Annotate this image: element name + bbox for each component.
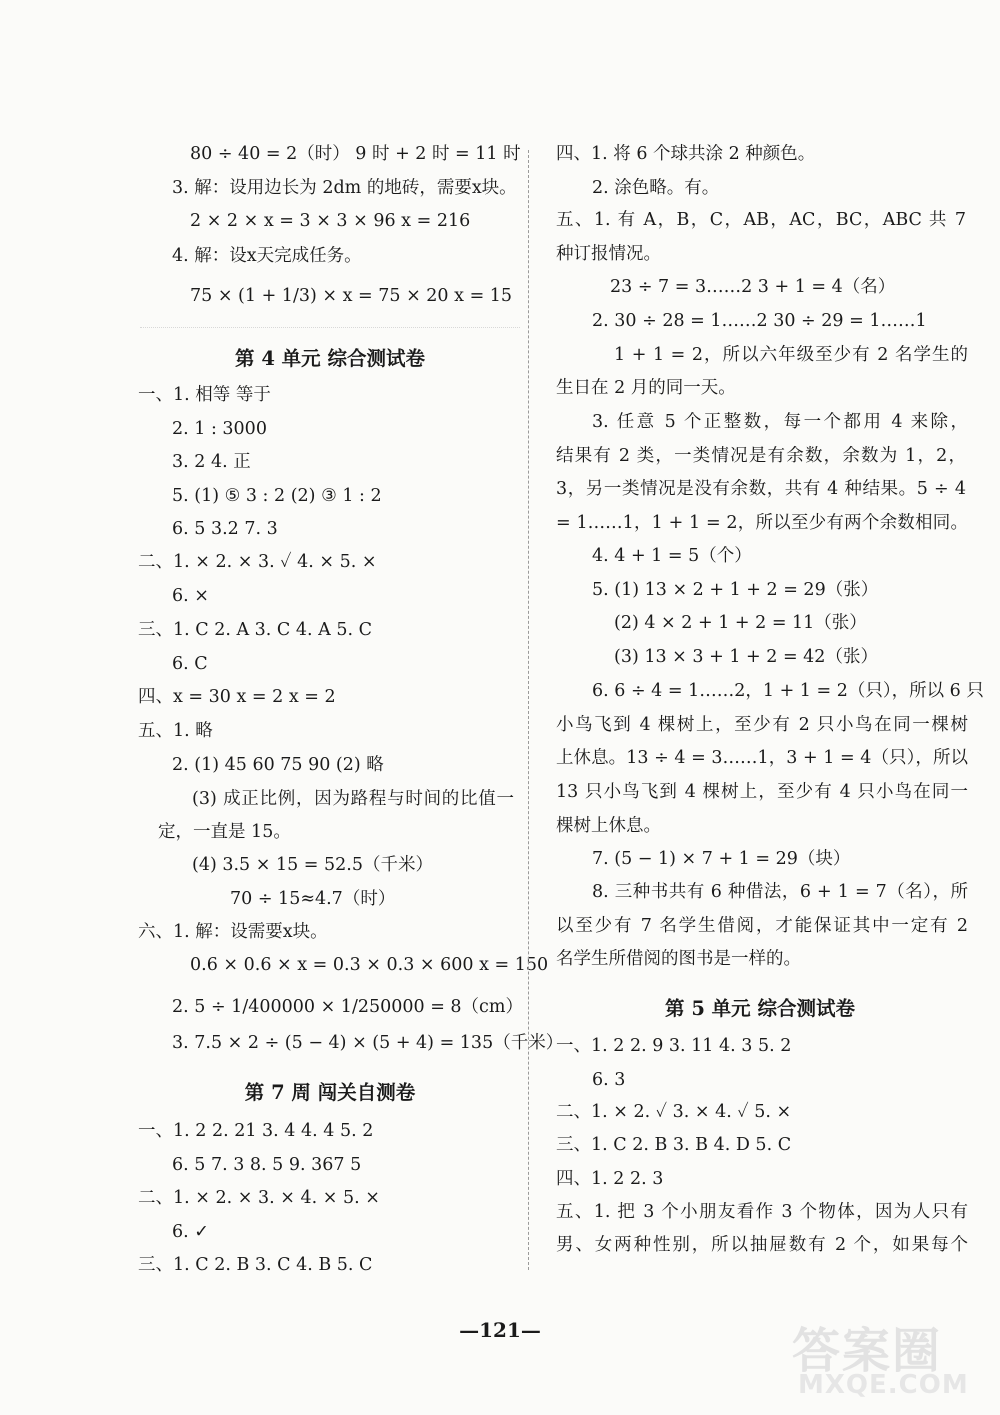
text-line: 结果有 2 类，一类情况是有余数，余数为 1，2， (556, 446, 966, 466)
text-line: 四、1. 将 6 个球共涂 2 种颜色。 (556, 144, 816, 164)
text-line: 1 + 1 = 2，所以六年级至少有 2 名学生的 (614, 345, 968, 365)
text-line: 五、1. 略 (138, 721, 213, 741)
text-line: 四、x = 30 x = 2 x = 2 (138, 687, 336, 707)
text-line: (4) 3.5 × 15 = 52.5（千米） (192, 855, 433, 875)
text-line: (3) 成正比例，因为路程与时间的比值一 (192, 789, 514, 809)
text-line: 棵树上休息。 (556, 816, 661, 836)
text-line: 2 × 2 × x = 3 × 3 × 96 x = 216 (190, 211, 471, 231)
text-line: (2) 4 × 2 + 1 + 2 = 11（张） (614, 613, 867, 633)
text-line: = 1……1，1 + 1 = 2，所以至少有两个余数相同。 (556, 513, 968, 533)
text-line: 2. (1) 45 60 75 90 (2) 略 (172, 755, 384, 775)
text-line: 男、女两种性别，所以抽屉数有 2 个，如果每个 (556, 1235, 968, 1255)
page-number: —121— (459, 1318, 541, 1342)
text-line: 70 ÷ 15≈4.7（时） (230, 889, 396, 909)
text-line: 三、1. C 2. B 3. B 4. D 5. C (556, 1135, 792, 1155)
text-line: 一、1. 2 2. 21 3. 4 4. 4 5. 2 (138, 1121, 374, 1141)
section-title: 第 5 单元 综合测试卷 (665, 997, 855, 1020)
text-line: 75 × (1 + 1/3) × x = 75 × 20 x = 15 (190, 286, 513, 306)
text-line: 6. × (172, 586, 209, 606)
text-line: 5. (1) 13 × 2 + 1 + 2 = 29（张） (592, 580, 879, 600)
text-line: 上休息。13 ÷ 4 = 3……1，3 + 1 = 4（只），所以 (556, 748, 968, 768)
text-line: 四、1. 2 2. 3 (556, 1169, 664, 1189)
text-line: 3. 2 4. 正 (172, 452, 251, 472)
text-line: 二、1. × 2. ✓ 3. × 4. ✓ 5. × (556, 1102, 792, 1122)
text-line: 五、1. 有 A，B，C，AB，AC，BC，ABC 共 7 (556, 210, 966, 230)
text-line: 6. 5 7. 3 8. 5 9. 367 5 (172, 1155, 362, 1175)
text-line: 名学生所借阅的图书是一样的。 (556, 949, 801, 969)
text-line: 生日在 2 月的同一天。 (556, 378, 736, 398)
text-line: 五、1. 把 3 个小朋友看作 3 个物体，因为人只有 (556, 1202, 968, 1222)
text-line: 4. 4 + 1 = 5（个） (592, 546, 752, 566)
text-line: 2. 涂色略。有。 (592, 178, 720, 198)
text-line: 3. 任意 5 个正整数，每一个都用 4 来除， (592, 412, 968, 432)
text-line: 3，另一类情况是没有余数，共有 4 种结果。5 ÷ 4 (556, 479, 966, 499)
text-line: 2. 5 ÷ 1/400000 × 1/250000 = 8（cm） (172, 997, 523, 1017)
text-line: 2. 30 ÷ 28 = 1……2 30 ÷ 29 = 1……1 (592, 311, 927, 331)
watermark (792, 1312, 992, 1410)
text-line: 一、1. 2 2. 9 3. 11 4. 3 5. 2 (556, 1036, 792, 1056)
text-line: 23 ÷ 7 = 3……2 3 + 1 = 4（名） (610, 277, 896, 297)
text-line: 4. 解：设x天完成任务。 (172, 246, 362, 266)
text-line: 13 只小鸟飞到 4 棵树上，至少有 4 只小鸟在同一 (556, 782, 968, 802)
text-line: 三、1. C 2. B 3. C 4. B 5. C (138, 1255, 373, 1275)
text-line: 3. 7.5 × 2 ÷ (5 − 4) × (5 + 4) = 135（千米） (172, 1033, 564, 1053)
text-line: 六、1. 解：设需要x块。 (138, 922, 328, 942)
top-rule (140, 327, 520, 328)
text-line: 6. 6 ÷ 4 = 1……2，1 + 1 = 2（只），所以 6 只 (592, 681, 984, 701)
watermark-logo: 答案圈 (792, 1323, 943, 1379)
text-line: 5. (1) ⑤ 3 : 2 (2) ③ 1 : 2 (172, 486, 382, 506)
text-line: (3) 13 × 3 + 1 + 2 = 42（张） (614, 647, 878, 667)
text-line: 以至少有 7 名学生借阅，才能保证其中一定有 2 (556, 916, 968, 936)
section-title: 第 7 周 闯关自测卷 (244, 1081, 416, 1104)
section-title: 第 4 单元 综合测试卷 (235, 347, 425, 370)
text-line: 三、1. C 2. A 3. C 4. A 5. C (138, 620, 372, 640)
text-line: 定，一直是 15。 (158, 822, 291, 842)
text-line: 0.6 × 0.6 × x = 0.3 × 0.3 × 600 x = 150 (190, 955, 549, 975)
text-line: 二、1. × 2. × 3. × 4. × 5. × (138, 1188, 380, 1208)
right-column (528, 0, 1000, 1290)
text-line: 6. 3 (592, 1070, 626, 1090)
text-line: 2. 1 : 3000 (172, 419, 267, 439)
text-line: 二、1. × 2. × 3. ✓ 4. × 5. × (138, 552, 377, 572)
text-line: 6. 5 3.2 7. 3 (172, 519, 278, 539)
text-line: 8. 三种书共有 6 种借法，6 + 1 = 7（名），所 (592, 882, 968, 902)
text-line: 6. ✓ (172, 1222, 209, 1242)
text-line: 种订报情况。 (556, 244, 661, 264)
text-line: 6. C (172, 654, 208, 674)
watermark-url: MXQE.COM (798, 1370, 969, 1400)
text-line: 一、1. 相等 等于 (138, 385, 271, 405)
text-line: 小鸟飞到 4 棵树上，至少有 2 只小鸟在同一棵树 (556, 715, 968, 735)
text-line: 3. 解：设用边长为 2dm 的地砖，需要x块。 (172, 178, 517, 198)
text-line: 80 ÷ 40 = 2（时） 9 时 + 2 时 = 11 时 (190, 144, 521, 164)
text-line: 7. (5 − 1) × 7 + 1 = 29（块） (592, 849, 851, 869)
